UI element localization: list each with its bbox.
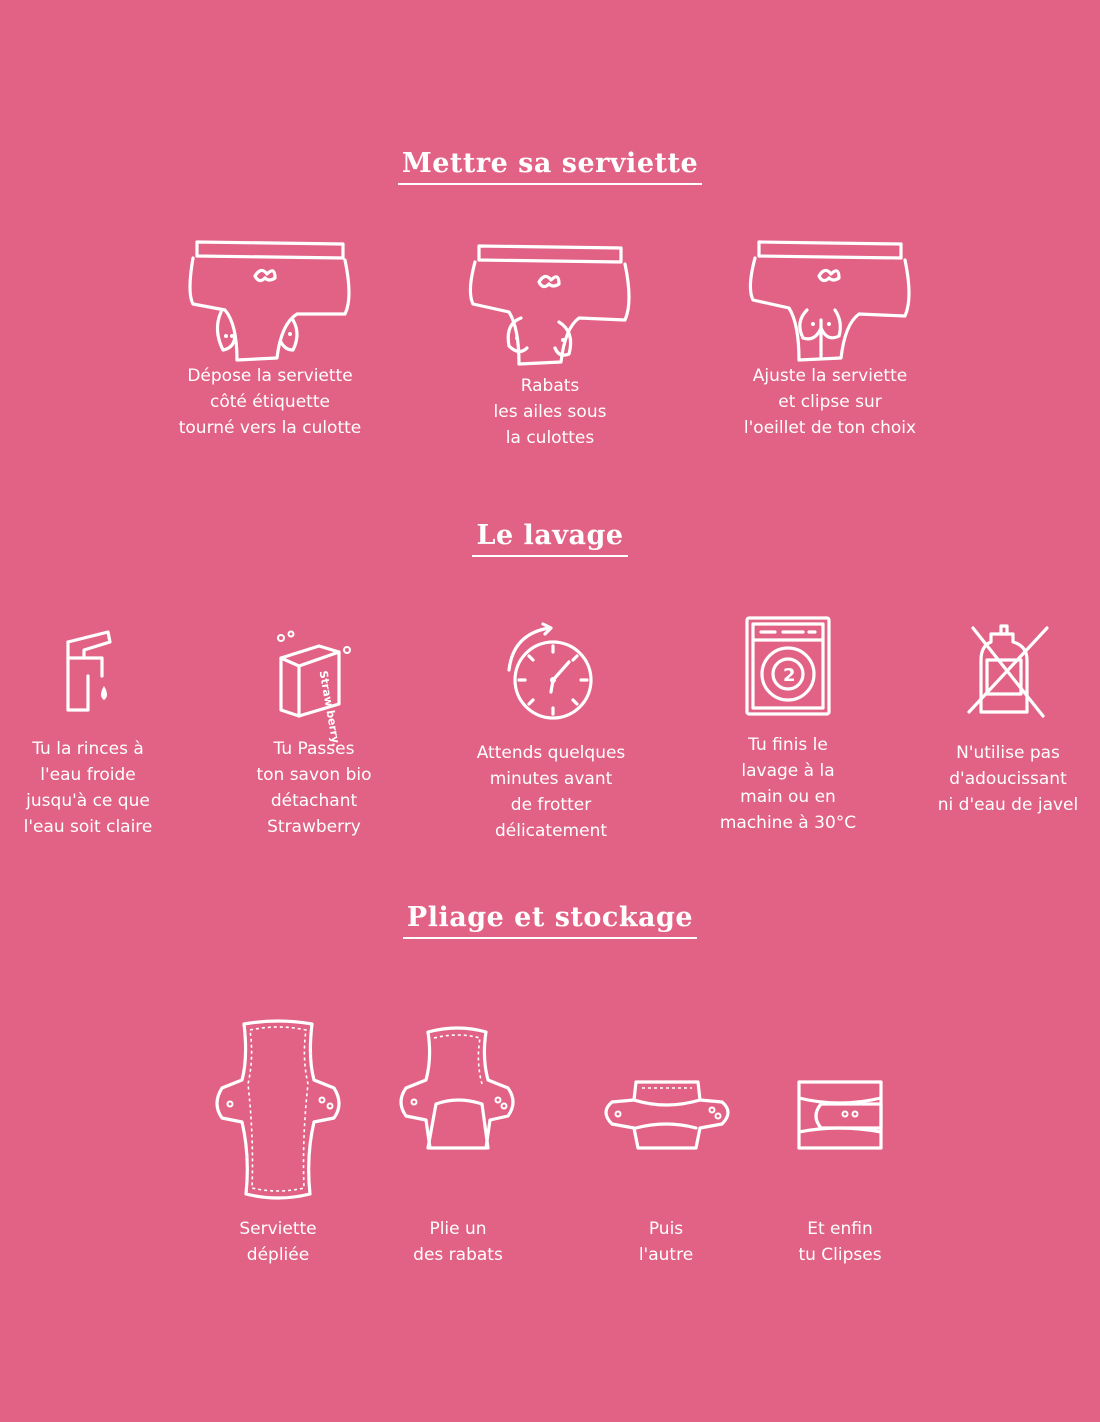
pad-clipped-icon (795, 1078, 885, 1154)
step-mettre-1 (160, 238, 380, 441)
caption-lavage-5: N'utilise pas d'adoucissant ni d'eau de javel (937, 743, 1079, 815)
step-mettre-3 (720, 238, 940, 441)
step-mettre-2 (440, 242, 660, 451)
caption-pliage-3: Puis l'autre (638, 1219, 694, 1265)
section-title-lavage: Le lavage (0, 520, 1100, 557)
clock-icon (501, 622, 601, 726)
step-lavage-5 (920, 620, 1096, 818)
step-pliage-4 (770, 1078, 910, 1268)
step-pliage-2 (378, 1022, 538, 1268)
caption-pliage-1: Serviette dépliée (239, 1219, 317, 1265)
pad-unfolded-icon (210, 1018, 346, 1198)
step-lavage-3 (456, 622, 646, 844)
machine-dial: 2 (783, 665, 796, 686)
caption-mettre-3: Ajuste la serviette et clipse sur l'oeillet de ton choix (743, 366, 917, 438)
step-pliage-1 (196, 1018, 360, 1268)
soap-label: Straw berry. (316, 669, 343, 748)
step-lavage-4 (700, 614, 876, 836)
washing-machine-icon (743, 614, 833, 718)
caption-mettre-1: Dépose la serviette côté étiquette tourné vers la culotte (178, 366, 362, 438)
pad-fold-two-icon (596, 1076, 736, 1152)
panty-wings-folded-icon (465, 242, 635, 367)
step-lavage-1 (0, 628, 176, 840)
caption-pliage-2: Plie un des rabats (413, 1219, 503, 1265)
caption-lavage-3: Attends quelques minutes avant de frotter délicatement (476, 743, 626, 841)
caption-lavage-4: Tu finis le lavage à la main ou en machine à 30°C (719, 735, 857, 833)
caption-lavage-1: Tu la rinces à l'eau froide jusqu'à ce que l'eau soit claire (23, 739, 153, 837)
step-pliage-3 (584, 1076, 748, 1268)
step-lavage-2 (226, 628, 402, 840)
no-bleach-icon (963, 620, 1053, 720)
faucet-icon (48, 628, 128, 718)
pad-fold-one-icon (390, 1022, 526, 1152)
soap-bar-icon (269, 628, 359, 748)
caption-pliage-4: Et enfin tu Clipses (798, 1219, 882, 1265)
caption-lavage-2: Tu Passes ton savon bio détachant Strawberry (256, 739, 372, 837)
panty-pad-clipped-icon (745, 238, 915, 363)
section-title-pliage: Pliage et stockage (0, 902, 1100, 939)
section-title-mettre: Mettre sa serviette (0, 148, 1100, 185)
panty-pad-placed-icon (185, 238, 355, 363)
caption-mettre-2: Rabats les ailes sous la culottes (493, 376, 607, 448)
